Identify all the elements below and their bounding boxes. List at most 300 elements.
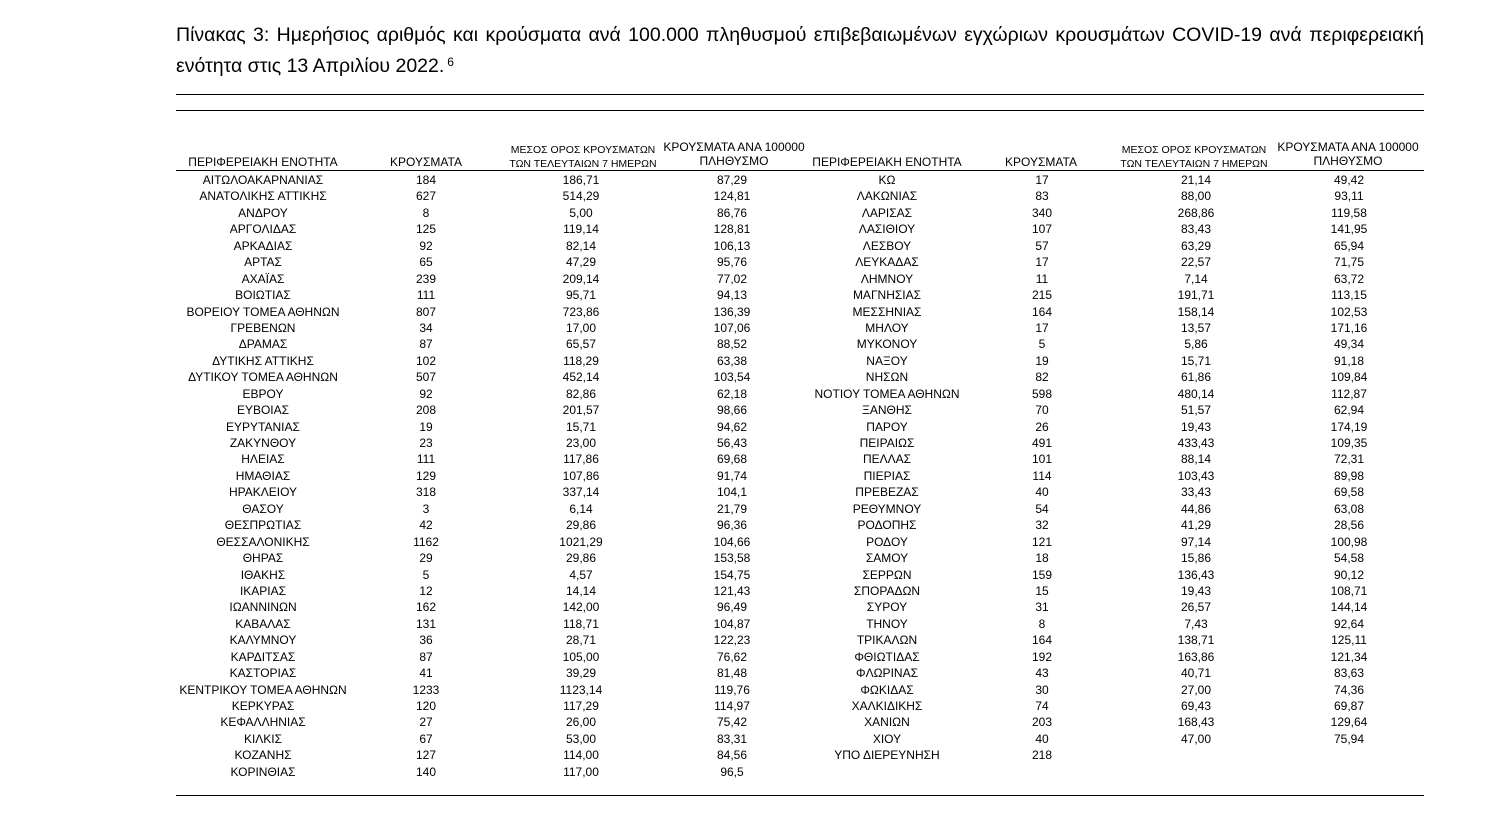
- left-region-cell: ΕΥΡΥΤΑΝΙΑΣ: [226, 419, 300, 434]
- left-cases-cell: 1162: [413, 534, 439, 549]
- right-region-cell: ΛΑΡΙΣΑΣ: [861, 205, 913, 220]
- top-rule: [176, 94, 1424, 95]
- left-region-cell: ΚΙΛΚΙΣ: [243, 731, 283, 746]
- left-region-cell: ΑΝΑΤΟΛΙΚΗΣ ΑΤΤΙΚΗΣ: [199, 189, 327, 204]
- right-per100k-cell: 100,98: [1330, 534, 1368, 549]
- left-cases-cell: 5: [422, 567, 430, 582]
- right-region-cell: ΧΙΟΥ: [872, 731, 902, 746]
- left-cases-cell: 8: [422, 205, 430, 220]
- left-cases-cell: 140: [415, 764, 437, 779]
- left-cases-cell: 184: [415, 173, 437, 187]
- table-row: [176, 386, 1424, 402]
- right-per100k-cell: 90,12: [1333, 567, 1365, 582]
- right-avg7-cell: 47,00: [1180, 731, 1212, 746]
- left-per100k-cell: 88,52: [716, 337, 748, 352]
- right-region-cell: ΦΩΚΙΔΑΣ: [860, 682, 914, 697]
- left-region-cell: ΘΗΡΑΣ: [242, 551, 284, 566]
- left-avg7-cell: 28,71: [565, 633, 597, 648]
- right-per100k-cell: 144,14: [1330, 600, 1368, 615]
- left-per100k-cell: 106,13: [713, 238, 751, 253]
- right-avg7-cell: 480,14: [1177, 386, 1215, 401]
- table-row: [176, 550, 1424, 566]
- right-per100k-cell: 102,53: [1330, 304, 1368, 319]
- left-region-cell: ΑΙΤΩΛΟΑΚΑΡΝΑΝΙΑΣ: [202, 173, 324, 187]
- left-avg7-cell: 1021,29: [559, 534, 603, 549]
- left-per100k-cell: 75,42: [716, 715, 748, 730]
- table-row: [176, 698, 1424, 714]
- table-row: [176, 517, 1424, 533]
- header-avg-left: [498, 143, 668, 171]
- table-body: [176, 172, 1424, 780]
- left-avg7-cell: 47,29: [565, 255, 597, 270]
- right-avg7-cell: 21,14: [1180, 173, 1212, 187]
- right-cases-cell: 83: [1035, 189, 1049, 204]
- right-cases-cell: 203: [1031, 715, 1053, 730]
- table-row: [176, 665, 1424, 681]
- left-cases-cell: 67: [419, 731, 433, 746]
- right-per100k-cell: 113,15: [1331, 288, 1367, 303]
- left-cases-cell: 1233: [412, 682, 440, 697]
- left-region-cell: ΖΑΚΥΝΘΟΥ: [229, 436, 297, 450]
- right-avg7-cell: 433,43: [1177, 436, 1215, 450]
- left-per100k-cell: 69,68: [716, 452, 748, 467]
- right-cases-cell: 54: [1035, 501, 1049, 516]
- left-per100k-cell: 96,36: [716, 518, 748, 533]
- table-row: [176, 336, 1424, 352]
- left-cases-cell: 162: [415, 600, 437, 615]
- table-row: [176, 682, 1424, 698]
- right-per100k-cell: 69,58: [1333, 485, 1365, 500]
- right-per100k-cell: 75,94: [1333, 731, 1365, 746]
- right-avg7-cell: 19,43: [1180, 583, 1212, 598]
- left-region-cell: ΑΝΔΡΟΥ: [238, 205, 288, 220]
- right-cases-cell: 43: [1035, 666, 1049, 681]
- left-region-cell: ΚΑΒΑΛΑΣ: [235, 616, 291, 631]
- bottom-rule: [176, 795, 1424, 796]
- right-per100k-cell: 63,72: [1333, 271, 1365, 286]
- right-cases-cell: 121: [1031, 534, 1053, 549]
- caption-text: Πίνακας 3: Ημερήσιος αριθμός και κρούσματα ανά 100.000 πληθυσμού επιβεβαιωμένων εγχώριων κρουσμάτων COVID-19 ανά περιφερειακή ενότητα στις 13 Απριλίου 2022.: [176, 24, 1424, 77]
- left-region-cell: ΚΑΣΤΟΡΙΑΣ: [229, 666, 297, 681]
- right-per100k-cell: 119,58: [1331, 205, 1367, 220]
- header-avg-right-line2: ΤΩΝ ΤΕΛΕΥΤΑΙΩΝ 7 ΗΜΕΡΩΝ: [1120, 158, 1268, 170]
- right-cases-cell: 159: [1031, 567, 1053, 582]
- left-cases-cell: 3: [422, 501, 430, 516]
- left-region-cell: ΘΕΣΣΑΛΟΝΙΚΗΣ: [216, 534, 310, 549]
- header-per100k-left-line1: ΚΡΟΥΣΜΑΤΑ ΑΝΑ 100000: [663, 140, 805, 154]
- right-region-cell: ΡΟΔΟΥ: [866, 534, 908, 549]
- header-per100k-right: [1266, 140, 1430, 168]
- left-region-cell: ΚΟΖΑΝΗΣ: [234, 748, 292, 763]
- header-avg-right-line1: ΜΕΣΟΣ ΟΡΟΣ ΚΡΟΥΣΜΑΤΩΝ: [1121, 144, 1267, 156]
- left-per100k-cell: 87,29: [716, 173, 748, 187]
- header-avg-left-line1: ΜΕΣΟΣ ΟΡΟΣ ΚΡΟΥΣΜΑΤΩΝ: [510, 144, 656, 156]
- header-per100k-right-line1: ΚΡΟΥΣΜΑΤΑ ΑΝΑ 100000: [1277, 140, 1419, 154]
- left-region-cell: ΑΡΚΑΔΙΑΣ: [233, 238, 293, 253]
- right-per100k-cell: 112,87: [1331, 386, 1367, 401]
- left-region-cell: ΓΡΕΒΕΝΩΝ: [230, 320, 296, 335]
- header-per100k-left-line2: ΠΛΗΘΥΣΜΟ: [699, 154, 769, 168]
- left-cases-cell: 507: [415, 370, 437, 385]
- right-region-cell: ΠΙΕΡΙΑΣ: [863, 468, 911, 483]
- left-per100k-cell: 153,58: [713, 551, 751, 566]
- right-per100k-cell: 62,94: [1333, 403, 1365, 418]
- left-per100k-cell: 128,81: [713, 222, 751, 237]
- right-cases-cell: 11: [1035, 271, 1049, 286]
- left-region-cell: ΒΟΡΕΙΟΥ ΤΟΜΕΑ ΑΘΗΝΩΝ: [186, 304, 340, 319]
- left-region-cell: ΗΡΑΚΛΕΙΟΥ: [228, 485, 298, 500]
- left-avg7-cell: 26,00: [565, 715, 597, 730]
- right-region-cell: ΛΕΣΒΟΥ: [862, 238, 912, 253]
- left-avg7-cell: 107,86: [562, 468, 600, 483]
- left-region-cell: ΚΕΝΤΡΙΚΟΥ ΤΟΜΕΑ ΑΘΗΝΩΝ: [179, 682, 347, 697]
- right-cases-cell: 5: [1038, 337, 1046, 352]
- left-per100k-cell: 104,87: [713, 616, 751, 631]
- left-avg7-cell: 65,57: [565, 337, 597, 352]
- right-avg7-cell: 103,43: [1177, 468, 1215, 483]
- table-row: [176, 271, 1424, 287]
- table-row: [176, 205, 1424, 221]
- left-per100k-cell: 114,97: [714, 699, 750, 713]
- left-per100k-cell: 94,62: [716, 419, 748, 434]
- left-per100k-cell: 62,18: [716, 386, 748, 401]
- left-avg7-cell: 117,00: [563, 764, 599, 779]
- left-cases-cell: 42: [419, 518, 433, 533]
- left-avg7-cell: 29,86: [565, 551, 597, 566]
- left-avg7-cell: 117,29: [563, 699, 599, 713]
- left-avg7-cell: 209,14: [562, 271, 600, 286]
- left-cases-cell: 87: [419, 649, 433, 664]
- left-cases-cell: 127: [415, 748, 437, 763]
- left-per100k-cell: 63,38: [716, 353, 748, 368]
- right-avg7-cell: 15,71: [1180, 353, 1212, 368]
- right-cases-cell: 40: [1035, 485, 1049, 500]
- left-per100k-cell: 77,02: [716, 271, 748, 286]
- right-per100k-cell: 174,19: [1330, 419, 1368, 434]
- left-cases-cell: 239: [415, 271, 437, 286]
- right-region-cell: ΠΕΙΡΑΙΩΣ: [859, 436, 915, 450]
- right-region-cell: ΥΠΟ ΔΙΕΡΕΥΝΗΣΗ: [834, 748, 940, 763]
- left-avg7-cell: 29,86: [565, 518, 597, 533]
- right-per100k-cell: 89,98: [1333, 468, 1365, 483]
- right-cases-cell: 107: [1031, 222, 1053, 237]
- right-region-cell: ΝΗΣΩΝ: [865, 370, 909, 385]
- header-region-right: ΠΕΡΙΦΕΡΕΙΑΚΗ ΕΝΟΤΗΤΑ: [812, 155, 962, 169]
- right-cases-cell: 114: [1032, 468, 1052, 483]
- right-per100k-cell: 171,16: [1330, 320, 1368, 335]
- right-per100k-cell: 92,64: [1333, 616, 1365, 631]
- left-cases-cell: 87: [419, 337, 433, 352]
- left-region-cell: ΚΟΡΙΝΘΙΑΣ: [230, 764, 296, 779]
- left-cases-cell: 19: [419, 419, 433, 434]
- left-per100k-cell: 96,5: [720, 764, 744, 779]
- left-avg7-cell: 201,57: [562, 403, 600, 418]
- right-per100k-cell: 109,35: [1330, 436, 1368, 450]
- left-avg7-cell: 514,29: [562, 189, 600, 204]
- right-avg7-cell: 163,86: [1177, 649, 1215, 664]
- left-avg7-cell: 17,00: [565, 320, 597, 335]
- right-region-cell: ΧΑΝΙΩΝ: [864, 715, 910, 730]
- left-cases-cell: 208: [415, 403, 437, 418]
- right-region-cell: ΛΕΥΚΑΔΑΣ: [855, 255, 919, 270]
- right-region-cell: ΛΑΚΩΝΙΑΣ: [856, 189, 918, 204]
- right-region-cell: ΣΑΜΟΥ: [865, 551, 909, 566]
- left-per100k-cell: 86,76: [716, 205, 748, 220]
- right-per100k-cell: 49,34: [1333, 337, 1365, 352]
- left-region-cell: ΕΒΡΟΥ: [242, 386, 284, 401]
- table-row: [176, 484, 1424, 500]
- left-cases-cell: 41: [419, 666, 433, 681]
- left-cases-cell: 111: [416, 452, 436, 467]
- table-row: [176, 402, 1424, 418]
- right-region-cell: ΤΡΙΚΑΛΩΝ: [856, 633, 918, 648]
- left-per100k-cell: 136,39: [713, 304, 751, 319]
- left-avg7-cell: 117,86: [563, 452, 599, 467]
- table-row: [176, 320, 1424, 336]
- left-region-cell: ΘΕΣΠΡΩΤΙΑΣ: [224, 518, 302, 533]
- left-avg7-cell: 337,14: [562, 485, 600, 500]
- table-row: [176, 451, 1424, 467]
- right-per100k-cell: 28,56: [1333, 518, 1365, 533]
- table-row: [176, 764, 1424, 780]
- table-row: [176, 616, 1424, 632]
- right-avg7-cell: 51,57: [1180, 403, 1212, 418]
- left-avg7-cell: 119,14: [563, 222, 599, 237]
- left-cases-cell: 120: [415, 699, 437, 713]
- right-avg7-cell: 63,29: [1180, 238, 1212, 253]
- right-per100k-cell: 74,36: [1333, 682, 1365, 697]
- left-avg7-cell: 114,00: [563, 748, 599, 763]
- right-avg7-cell: 44,86: [1180, 501, 1212, 516]
- left-avg7-cell: 118,29: [563, 353, 599, 368]
- right-cases-cell: 17: [1035, 173, 1049, 187]
- left-region-cell: ΑΧΑΪΑΣ: [241, 271, 285, 286]
- right-region-cell: ΛΗΜΝΟΥ: [860, 271, 914, 286]
- right-per100k-cell: 125,11: [1331, 633, 1367, 648]
- right-cases-cell: 215: [1031, 288, 1053, 303]
- right-avg7-cell: 13,57: [1180, 320, 1212, 335]
- left-region-cell: ΙΘΑΚΗΣ: [240, 567, 286, 582]
- left-per100k-cell: 81,48: [716, 666, 748, 681]
- right-per100k-cell: 141,95: [1330, 222, 1368, 237]
- right-cases-cell: 340: [1031, 205, 1053, 220]
- header-avg-right: [1109, 143, 1279, 171]
- right-cases-cell: 17: [1035, 255, 1049, 270]
- right-per100k-cell: 109,84: [1330, 370, 1368, 385]
- right-per100k-cell: 72,31: [1333, 452, 1365, 467]
- left-region-cell: ΔΥΤΙΚΟΥ ΤΟΜΕΑ ΑΘΗΝΩΝ: [188, 370, 338, 385]
- left-region-cell: ΑΡΤΑΣ: [244, 255, 282, 270]
- left-cases-cell: 23: [419, 436, 433, 450]
- left-region-cell: ΙΩΑΝΝΙΝΩΝ: [229, 600, 297, 615]
- right-region-cell: ΧΑΛΚΙΔΙΚΗΣ: [851, 699, 923, 713]
- left-region-cell: ΚΕΡΚΥΡΑΣ: [231, 699, 295, 713]
- right-region-cell: ΣΠΟΡΑΔΩΝ: [853, 583, 921, 598]
- left-cases-cell: 318: [415, 485, 437, 500]
- right-region-cell: ΤΗΝΟΥ: [866, 616, 908, 631]
- left-per100k-cell: 107,06: [713, 320, 751, 335]
- left-per100k-cell: 119,76: [714, 682, 750, 697]
- right-per100k-cell: 65,94: [1333, 238, 1365, 253]
- left-per100k-cell: 121,43: [713, 583, 751, 598]
- table-row: [176, 435, 1424, 451]
- right-region-cell: ΜΥΚΟΝΟΥ: [856, 337, 918, 352]
- right-region-cell: ΜΕΣΣΗΝΙΑΣ: [852, 304, 922, 319]
- right-cases-cell: 8: [1038, 616, 1046, 631]
- left-region-cell: ΚΑΡΔΙΤΣΑΣ: [230, 649, 296, 664]
- right-cases-cell: 74: [1035, 699, 1049, 713]
- left-avg7-cell: 452,14: [562, 370, 600, 385]
- right-region-cell: ΡΕΘΥΜΝΟΥ: [852, 501, 922, 516]
- left-avg7-cell: 1123,14: [559, 682, 603, 697]
- left-per100k-cell: 98,66: [716, 403, 748, 418]
- left-cases-cell: 807: [415, 304, 437, 319]
- left-per100k-cell: 104,66: [713, 534, 751, 549]
- right-cases-cell: 82: [1035, 370, 1049, 385]
- right-cases-cell: 15: [1035, 583, 1049, 598]
- right-region-cell: ΦΛΩΡΙΝΑΣ: [856, 666, 918, 681]
- left-region-cell: ΒΟΙΩΤΙΑΣ: [235, 288, 291, 303]
- left-per100k-cell: 91,74: [716, 468, 748, 483]
- left-region-cell: ΘΑΣΟΥ: [242, 501, 284, 516]
- left-cases-cell: 34: [419, 320, 433, 335]
- left-cases-cell: 27: [419, 715, 433, 730]
- left-avg7-cell: 4,57: [569, 567, 593, 582]
- left-cases-cell: 65: [419, 255, 433, 270]
- table-row: [176, 583, 1424, 599]
- header-bottom-rule: [176, 170, 1424, 171]
- right-per100k-cell: 121,34: [1330, 649, 1368, 664]
- left-cases-cell: 36: [419, 633, 433, 648]
- left-cases-cell: 102: [415, 353, 437, 368]
- right-avg7-cell: 7,43: [1184, 616, 1208, 631]
- header-cases-left: ΚΡΟΥΣΜΑΤΑ: [390, 155, 462, 169]
- left-per100k-cell: 83,31: [716, 731, 748, 746]
- table-row: [176, 369, 1424, 385]
- right-cases-cell: 491: [1031, 436, 1053, 450]
- left-cases-cell: 111: [416, 288, 436, 303]
- table-row: [176, 188, 1424, 204]
- left-cases-cell: 92: [419, 238, 433, 253]
- left-per100k-cell: 103,54: [713, 370, 751, 385]
- left-per100k-cell: 122,23: [713, 633, 751, 648]
- left-avg7-cell: 82,86: [565, 386, 597, 401]
- table-row: [176, 747, 1424, 763]
- left-region-cell: ΔΥΤΙΚΗΣ ΑΤΤΙΚΗΣ: [212, 353, 314, 368]
- right-cases-cell: 40: [1035, 731, 1049, 746]
- table-row: [176, 172, 1424, 188]
- right-avg7-cell: 136,43: [1177, 567, 1215, 582]
- left-cases-cell: 131: [415, 616, 437, 631]
- right-region-cell: ΣΕΡΡΩΝ: [862, 567, 912, 582]
- right-cases-cell: 30: [1035, 682, 1049, 697]
- left-avg7-cell: 39,29: [565, 666, 597, 681]
- right-cases-cell: 17: [1035, 320, 1049, 335]
- right-per100k-cell: 49,42: [1333, 173, 1365, 187]
- header-top-rule: [176, 110, 1424, 111]
- table-row: [176, 287, 1424, 303]
- left-avg7-cell: 6,14: [569, 501, 593, 516]
- right-cases-cell: 32: [1035, 518, 1049, 533]
- right-per100k-cell: 129,64: [1330, 715, 1368, 730]
- left-region-cell: ΗΛΕΙΑΣ: [241, 452, 285, 467]
- left-per100k-cell: 154,75: [713, 567, 751, 582]
- left-cases-cell: 627: [415, 189, 437, 204]
- right-region-cell: ΦΘΙΩΤΙΔΑΣ: [854, 649, 920, 664]
- table-row: [176, 238, 1424, 254]
- left-region-cell: ΑΡΓΟΛΙΔΑΣ: [229, 222, 297, 237]
- left-avg7-cell: 15,71: [565, 419, 597, 434]
- table-row: [176, 304, 1424, 320]
- left-cases-cell: 29: [419, 551, 433, 566]
- left-region-cell: ΚΕΦΑΛΛΗΝΙΑΣ: [220, 715, 306, 730]
- right-per100k-cell: 108,71: [1330, 583, 1368, 598]
- right-avg7-cell: 26,57: [1180, 600, 1212, 615]
- right-per100k-cell: 54,58: [1333, 551, 1365, 566]
- left-cases-cell: 129: [415, 468, 437, 483]
- left-avg7-cell: 5,00: [569, 205, 593, 220]
- right-avg7-cell: 41,29: [1180, 518, 1212, 533]
- right-avg7-cell: 40,71: [1180, 666, 1212, 681]
- left-cases-cell: 12: [419, 583, 433, 598]
- table-row: [176, 649, 1424, 665]
- left-per100k-cell: 76,62: [716, 649, 748, 664]
- left-avg7-cell: 23,00: [565, 436, 597, 450]
- left-per100k-cell: 95,76: [716, 255, 748, 270]
- table-row: [176, 632, 1424, 648]
- right-per100k-cell: 63,08: [1333, 501, 1365, 516]
- table-row: [176, 419, 1424, 435]
- left-per100k-cell: 84,56: [716, 748, 748, 763]
- right-cases-cell: 192: [1031, 649, 1053, 664]
- right-cases-cell: 26: [1035, 419, 1049, 434]
- right-avg7-cell: 33,43: [1180, 485, 1212, 500]
- right-avg7-cell: 168,43: [1177, 715, 1215, 730]
- left-region-cell: ΚΑΛΥΜΝΟΥ: [229, 633, 297, 648]
- footnote-marker: 6: [447, 55, 454, 69]
- right-per100k-cell: 91,18: [1333, 353, 1365, 368]
- header-region-left: ΠΕΡΙΦΕΡΕΙΑΚΗ ΕΝΟΤΗΤΑ: [188, 155, 338, 169]
- header-cases-right: ΚΡΟΥΣΜΑΤΑ: [1005, 155, 1077, 169]
- right-region-cell: ΝΑΞΟΥ: [866, 353, 908, 368]
- right-avg7-cell: 22,57: [1180, 255, 1212, 270]
- right-avg7-cell: 97,14: [1180, 534, 1212, 549]
- left-per100k-cell: 21,79: [716, 501, 748, 516]
- table-row: [176, 221, 1424, 237]
- right-cases-cell: 19: [1035, 353, 1049, 368]
- right-region-cell: ΞΑΝΘΗΣ: [862, 403, 912, 418]
- right-cases-cell: 164: [1031, 633, 1053, 648]
- right-region-cell: ΡΟΔΟΠΗΣ: [857, 518, 917, 533]
- right-avg7-cell: 69,43: [1180, 699, 1212, 713]
- right-region-cell: ΠΡΕΒΕΖΑΣ: [855, 485, 919, 500]
- left-per100k-cell: 104,1: [716, 485, 748, 500]
- table-row: [176, 567, 1424, 583]
- header-per100k-left: [652, 140, 816, 168]
- table-row: [176, 501, 1424, 517]
- right-per100k-cell: 69,87: [1333, 699, 1365, 713]
- right-region-cell: ΝΟΤΙΟΥ ΤΟΜΕΑ ΑΘΗΝΩΝ: [814, 386, 960, 401]
- right-avg7-cell: 15,86: [1180, 551, 1212, 566]
- right-region-cell: ΣΥΡΟΥ: [866, 600, 908, 615]
- right-region-cell: ΠΕΛΛΑΣ: [862, 452, 912, 467]
- right-avg7-cell: 158,14: [1177, 304, 1215, 319]
- left-cases-cell: 125: [415, 222, 437, 237]
- left-per100k-cell: 56,43: [716, 436, 748, 450]
- table-row: [176, 353, 1424, 369]
- left-avg7-cell: 105,00: [562, 649, 600, 664]
- table-row: [176, 714, 1424, 730]
